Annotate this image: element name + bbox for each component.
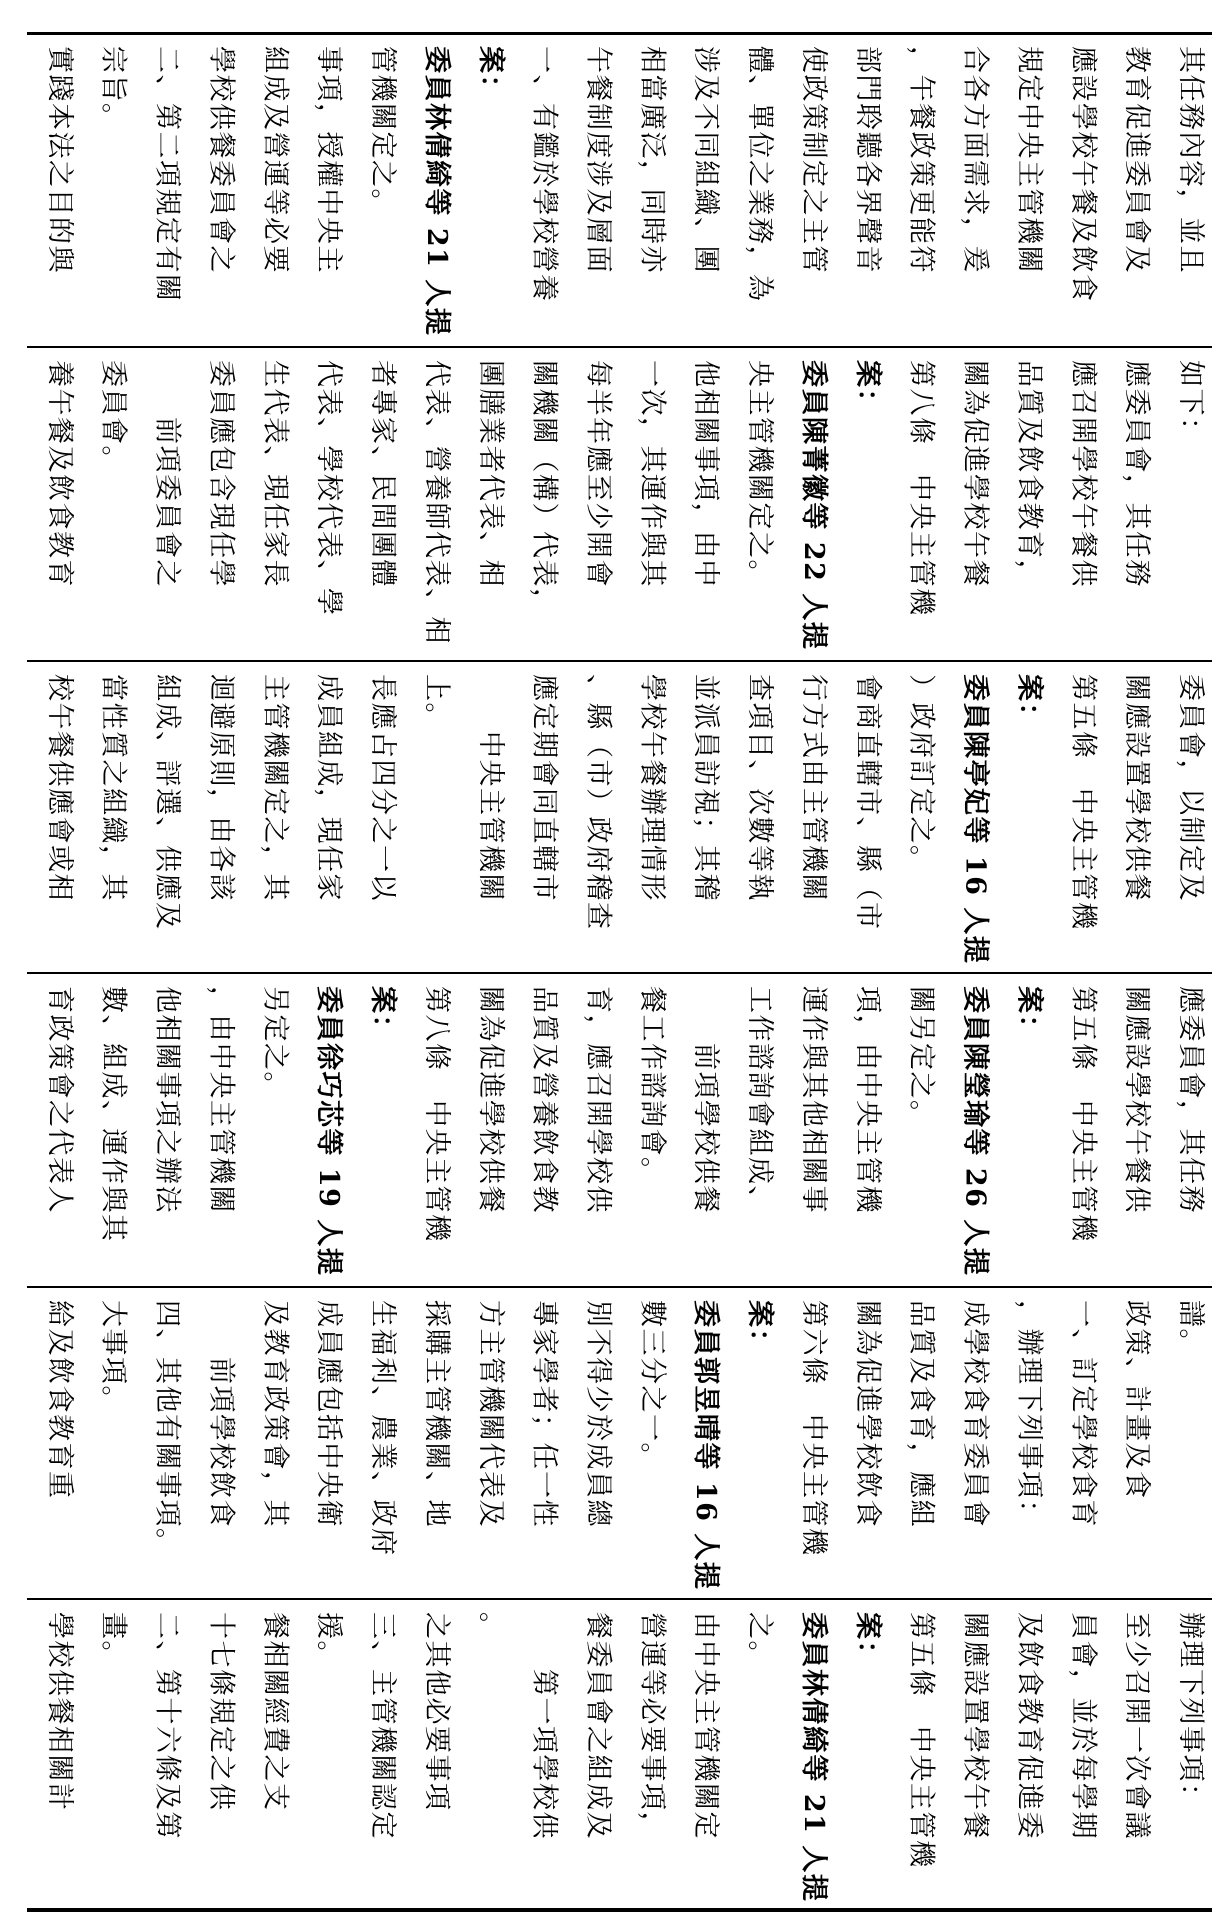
text-column: 當性質之組織，其 [97, 674, 129, 902]
band-1 [27, 36, 1212, 336]
text-column: 委員陳瑩瑜等 26 人提 [959, 986, 991, 1277]
text-column: 委員郭昱晴等 16 人提 [690, 1300, 722, 1591]
text-column: 辦理下列事項： [1174, 1612, 1206, 1812]
text-column: 其任務內容，並且 [1174, 46, 1206, 274]
text-column: 者專家、民間團體 [367, 360, 399, 588]
text-column: 央主管機關定之。 [744, 360, 776, 588]
text-column: 規定中央主管機關 [1013, 46, 1045, 274]
text-column: 代表、營養師代表、相 [420, 360, 452, 645]
text-column: 主管機關定之，其 [259, 674, 291, 902]
text-column: 團膳業者代表、相 [474, 360, 506, 588]
text-column: 宗旨。 [97, 46, 129, 132]
text-column: 相當廣泛，同時亦 [636, 46, 668, 274]
text-column: 委員林倩綺等 21 人提 [797, 1612, 829, 1903]
text-column: 品質及食育，應組 [905, 1300, 937, 1528]
text-column: 品質及飲食教育， [1013, 360, 1045, 588]
text-column: 他相關事項，由中 [690, 360, 722, 588]
text-column: 另定之。 [259, 986, 291, 1100]
text-column: 政策、計畫及食 [1121, 1300, 1153, 1500]
text-column: 及飲食教育促進委 [1013, 1612, 1045, 1840]
text-column: 一、訂定學校食育 [1067, 1300, 1099, 1528]
text-column: 前項委員會之 [151, 360, 183, 588]
text-column: 委員林倩綺等 21 人提 [420, 46, 452, 337]
text-column: 部門聆聽各界聲音 [851, 46, 883, 274]
text-column: 之其他必要事項 [420, 1612, 452, 1812]
text-column: 迴避原則，由各該 [205, 674, 237, 902]
text-column: 校午餐供應會或相 [43, 674, 75, 902]
text-column: 委員陳菁徽等 22 人提 [797, 360, 829, 651]
text-column: 使政策制定之主管 [797, 46, 829, 274]
text-column: 午餐制度涉及層面 [582, 46, 614, 274]
text-column: 案： [851, 1612, 883, 1669]
text-column: ，辦理下列事項： [1013, 1300, 1045, 1528]
text-column: 如下： [1174, 360, 1206, 446]
text-column: ，午餐政策更能符 [905, 46, 937, 274]
text-column: 關另定之。 [905, 986, 937, 1129]
text-column: 前項學校供餐 [690, 986, 722, 1214]
text-column: 譜。 [1174, 1300, 1206, 1357]
text-column: 工作諮詢會組成、 [744, 986, 776, 1214]
text-column: 教育促進委員會及 [1121, 46, 1153, 274]
text-column: 畫。 [97, 1612, 129, 1669]
text-column: 專家學者；任一性 [528, 1300, 560, 1528]
text-column: 採購主管機關、地 [420, 1300, 452, 1528]
text-column: 應委員會，其任務 [1121, 360, 1153, 588]
text-column: 應設學校午餐及飲食 [1067, 46, 1099, 303]
text-column: 案： [1013, 674, 1045, 731]
text-column: 會商直轄市、縣（市 [851, 674, 883, 931]
text-column: 第五條 中央主管機 [1067, 674, 1099, 931]
text-column: 長應占四分之一以 [367, 674, 399, 902]
text-column: 餐相關經費之支 [259, 1612, 291, 1812]
text-column: 。 [474, 1612, 506, 1641]
band-4 [27, 976, 1212, 1276]
text-column: 委員陳亭妃等 16 人提 [959, 674, 991, 965]
text-column: 四、其他有關事項。 [151, 1300, 183, 1557]
band-divider [27, 660, 1212, 662]
text-column: 項，由中央主管機 [851, 986, 883, 1214]
text-column: 關為促進學校供餐 [474, 986, 506, 1214]
text-column: 第五條 中央主管機 [905, 1612, 937, 1869]
band-divider [27, 1286, 1212, 1288]
text-column: 應委員會，其任務 [1174, 986, 1206, 1214]
text-column: 學校午餐辦理情形 [636, 674, 668, 902]
text-column: 數、組成、運作與其 [97, 986, 129, 1243]
band-divider [27, 972, 1212, 974]
text-column: 案： [474, 46, 506, 103]
text-column: 管機關定之。 [367, 46, 399, 217]
text-column: 運作與其他相關事 [797, 986, 829, 1214]
text-column: ）政府訂定之。 [905, 674, 937, 874]
text-column: 代表、學校代表、學 [313, 360, 345, 617]
text-column: 至少召開一次會議 [1121, 1612, 1153, 1840]
band-6 [27, 1602, 1212, 1902]
top-rule [27, 32, 1212, 35]
text-column: 他相關事項之辦法 [151, 986, 183, 1214]
text-column: 十七條規定之供 [205, 1612, 237, 1812]
text-column: 及教育政策會，其 [259, 1300, 291, 1528]
text-column: 數三分之一。 [636, 1300, 668, 1471]
text-column: 員會，並於每學期 [1067, 1612, 1099, 1840]
text-column: 前項學校飲食 [205, 1300, 237, 1528]
text-column: 生代表、現任家長 [259, 360, 291, 588]
text-column: 關應設置學校午餐 [959, 1612, 991, 1840]
text-column: 別不得少於成員總 [582, 1300, 614, 1528]
text-column: 關機關（構）代表， [528, 360, 560, 617]
band-divider [27, 346, 1212, 348]
band-2 [27, 350, 1212, 650]
text-column: 涉及不同組織、團 [690, 46, 722, 274]
text-column: 育政策會之代表人 [43, 986, 75, 1214]
text-column: 學校供餐委員會之 [205, 46, 237, 274]
text-column: 、縣（市）政府稽查 [582, 674, 614, 931]
text-column: 關為促進學校午餐 [959, 360, 991, 588]
text-column: 成學校食育委員會 [959, 1300, 991, 1528]
text-column: 第六條 中央主管機 [797, 1300, 829, 1557]
text-column: 成員組成，現任家 [313, 674, 345, 902]
text-column: 一、有鑑於學校營養 [528, 46, 560, 303]
text-column: 並派員訪視；其稽 [690, 674, 722, 902]
text-column: 體、單位之業務，為 [744, 46, 776, 303]
text-column: 事項，授權中央主 [313, 46, 345, 274]
text-column: 關應設學校午餐供 [1121, 986, 1153, 1214]
text-column: 成員應包括中央衛 [313, 1300, 345, 1528]
text-column: 學校供餐相關計 [43, 1612, 75, 1812]
text-column: 實踐本法之目的與 [43, 46, 75, 274]
text-column: 二、第十六條及第 [151, 1612, 183, 1840]
text-column: 委員會，以制定及 [1174, 674, 1206, 902]
text-column: 案： [367, 986, 399, 1043]
text-column: 育，應召開學校供 [582, 986, 614, 1214]
band-divider [27, 1598, 1212, 1600]
text-column: 合各方面需求，爰 [959, 46, 991, 274]
text-column: 每半年應至少開會 [582, 360, 614, 588]
text-column: 營運等必要事項， [636, 1612, 668, 1840]
text-column: 二、第二項規定有關 [151, 46, 183, 303]
text-column: 關應設置學校供餐 [1121, 674, 1153, 902]
text-column: 養午餐及飲食教育 [43, 360, 75, 588]
text-column: 委員徐巧芯等 19 人提 [313, 986, 345, 1277]
text-column: 由中央主管機關定 [690, 1612, 722, 1840]
text-column: 委員會。 [97, 360, 129, 474]
text-column: 案： [851, 360, 883, 417]
text-column: 三、主管機關認定 [367, 1612, 399, 1840]
text-column: 一次，其運作與其 [636, 360, 668, 588]
text-column: 給及飲食教育重 [43, 1300, 75, 1500]
text-column: 案： [1013, 986, 1045, 1043]
text-column: 援。 [313, 1612, 345, 1669]
text-column: 第八條 中央主管機 [905, 360, 937, 617]
text-column: 之。 [744, 1612, 776, 1669]
text-column: 應定期會同直轄市 [528, 674, 560, 902]
text-column: 大事項。 [97, 1300, 129, 1414]
text-column: 第五條 中央主管機 [1067, 986, 1099, 1243]
text-column: 上。 [420, 674, 452, 731]
text-column: 第八條 中央主管機 [420, 986, 452, 1243]
text-column: 行方式由主管機關 [797, 674, 829, 902]
text-column: 餐工作諮詢會。 [636, 986, 668, 1186]
text-column: 關為促進學校飲食 [851, 1300, 883, 1528]
bottom-rule [27, 1908, 1212, 1912]
text-column: 案： [744, 1300, 776, 1357]
text-column: ，由中央主管機關 [205, 986, 237, 1214]
text-column: 第一項學校供 [528, 1612, 560, 1840]
band-3 [27, 664, 1212, 964]
text-column: 委員應包含現任學 [205, 360, 237, 588]
text-column: 品質及營養飲食教 [528, 986, 560, 1214]
text-column: 組成及營運等必要 [259, 46, 291, 274]
text-column: 方主管機關代表及 [474, 1300, 506, 1528]
text-column: 餐委員會之組成及 [582, 1612, 614, 1840]
text-column: 中央主管機關 [474, 674, 506, 902]
text-column: 應召開學校午餐供 [1067, 360, 1099, 588]
text-column: 生福利、農業、政府 [367, 1300, 399, 1557]
text-column: 查項目、次數等執 [744, 674, 776, 902]
text-column: 組成、評選、供應及 [151, 674, 183, 931]
band-5 [27, 1290, 1212, 1590]
